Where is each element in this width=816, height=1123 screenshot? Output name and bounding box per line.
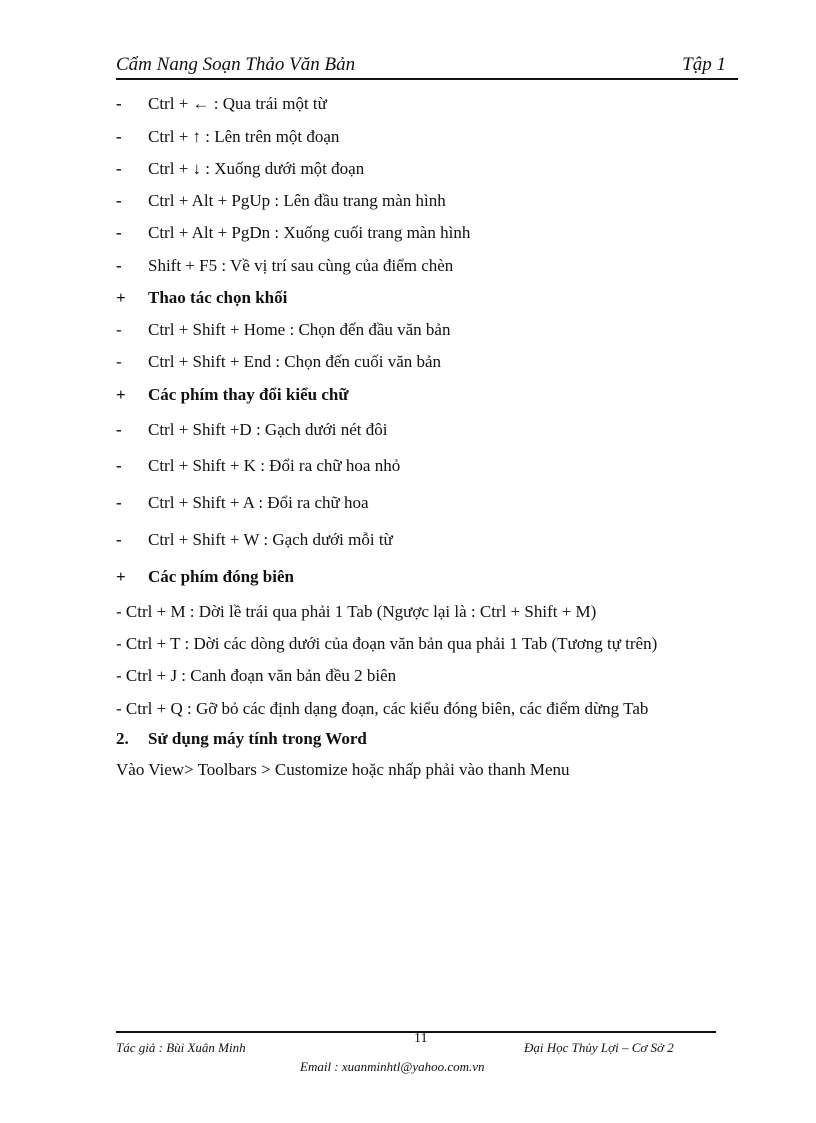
list-marker: - bbox=[116, 352, 122, 371]
section-heading-text: Các phím đóng biên bbox=[148, 567, 294, 586]
paragraph-text: Vào View> Toolbars > Customize hoặc nhấp phải vào thanh Menu bbox=[116, 760, 570, 779]
list-marker: - bbox=[116, 191, 122, 210]
list-marker: + bbox=[116, 385, 126, 404]
paragraph-text: - Ctrl + T : Dời các dòng dưới của đoạn văn bản qua phải 1 Tab (Tương tự trên) bbox=[116, 634, 658, 653]
list-marker: + bbox=[116, 288, 126, 307]
list-marker: - bbox=[116, 223, 122, 242]
list-item-text: Ctrl + Shift + End : Chọn đến cuối văn bản bbox=[148, 352, 442, 371]
paragraph-text: - Ctrl + J : Canh đoạn văn bản đều 2 biên bbox=[116, 666, 397, 685]
heading-text: Sử dụng máy tính trong Word bbox=[148, 729, 367, 748]
list-item-text: Shift + F5 : Về vị trí sau cùng của điểm chèn bbox=[148, 256, 454, 275]
paragraph-text: - Ctrl + Q : Gỡ bỏ các định dạng đoạn, các kiểu đóng biên, các điểm dừng Tab bbox=[116, 699, 649, 718]
section-heading-text: Thao tác chọn khối bbox=[148, 288, 288, 307]
list-item-text: Ctrl + ↑ : Lên trên một đoạn bbox=[148, 127, 340, 146]
list-item-text: Ctrl + Shift + A : Đổi ra chữ hoa bbox=[148, 493, 369, 512]
heading-number: 2. bbox=[116, 729, 129, 748]
document-title: Cẩm Nang Soạn Thảo Văn Bản bbox=[116, 54, 356, 75]
list-marker: - bbox=[116, 127, 122, 146]
list-marker: - bbox=[116, 256, 122, 275]
section-heading-text: Các phím thay đổi kiểu chữ bbox=[148, 385, 349, 404]
list-marker: - bbox=[116, 456, 122, 475]
page-number: 11 bbox=[414, 1031, 428, 1046]
list-item-text: Ctrl + Shift + Home : Chọn đến đầu văn bản bbox=[148, 320, 451, 339]
list-marker: - bbox=[116, 493, 122, 512]
list-marker: - bbox=[116, 420, 122, 439]
list-marker: - bbox=[116, 530, 122, 549]
list-item-text: Ctrl + Alt + PgUp : Lên đầu trang màn hình bbox=[148, 191, 446, 210]
list-marker: - bbox=[116, 320, 122, 339]
list-item-text: Ctrl + Alt + PgDn : Xuống cuối trang màn hình bbox=[148, 223, 471, 242]
footer-author: Tác giả : Bùi Xuân Minh bbox=[116, 1040, 246, 1055]
footer-email: Email : xuanminhtl@yahoo.com.vn bbox=[300, 1059, 485, 1074]
list-item-text: Ctrl + Shift + W : Gạch dưới mỗi từ bbox=[148, 530, 393, 549]
list-item-text: Ctrl + ← : Qua trái một từ bbox=[148, 94, 327, 113]
header-divider bbox=[116, 78, 738, 80]
page-header bbox=[116, 50, 738, 80]
paragraph-text: - Ctrl + M : Dời lề trái qua phải 1 Tab (Ngược lại là : Ctrl + Shift + M) bbox=[116, 602, 597, 621]
list-item-text: Ctrl + Shift +D : Gạch dưới nét đôi bbox=[148, 420, 388, 439]
list-marker: - bbox=[116, 159, 122, 178]
list-item-text: Ctrl + Shift + K : Đổi ra chữ hoa nhỏ bbox=[148, 456, 401, 475]
list-marker: + bbox=[116, 567, 126, 586]
list-item-text: Ctrl + ↓ : Xuống dưới một đoạn bbox=[148, 159, 365, 178]
footer-school: Đại Học Thủy Lợi – Cơ Sở 2 bbox=[524, 1040, 674, 1055]
volume-label: Tập 1 bbox=[682, 54, 726, 75]
list-marker: - bbox=[116, 94, 122, 113]
